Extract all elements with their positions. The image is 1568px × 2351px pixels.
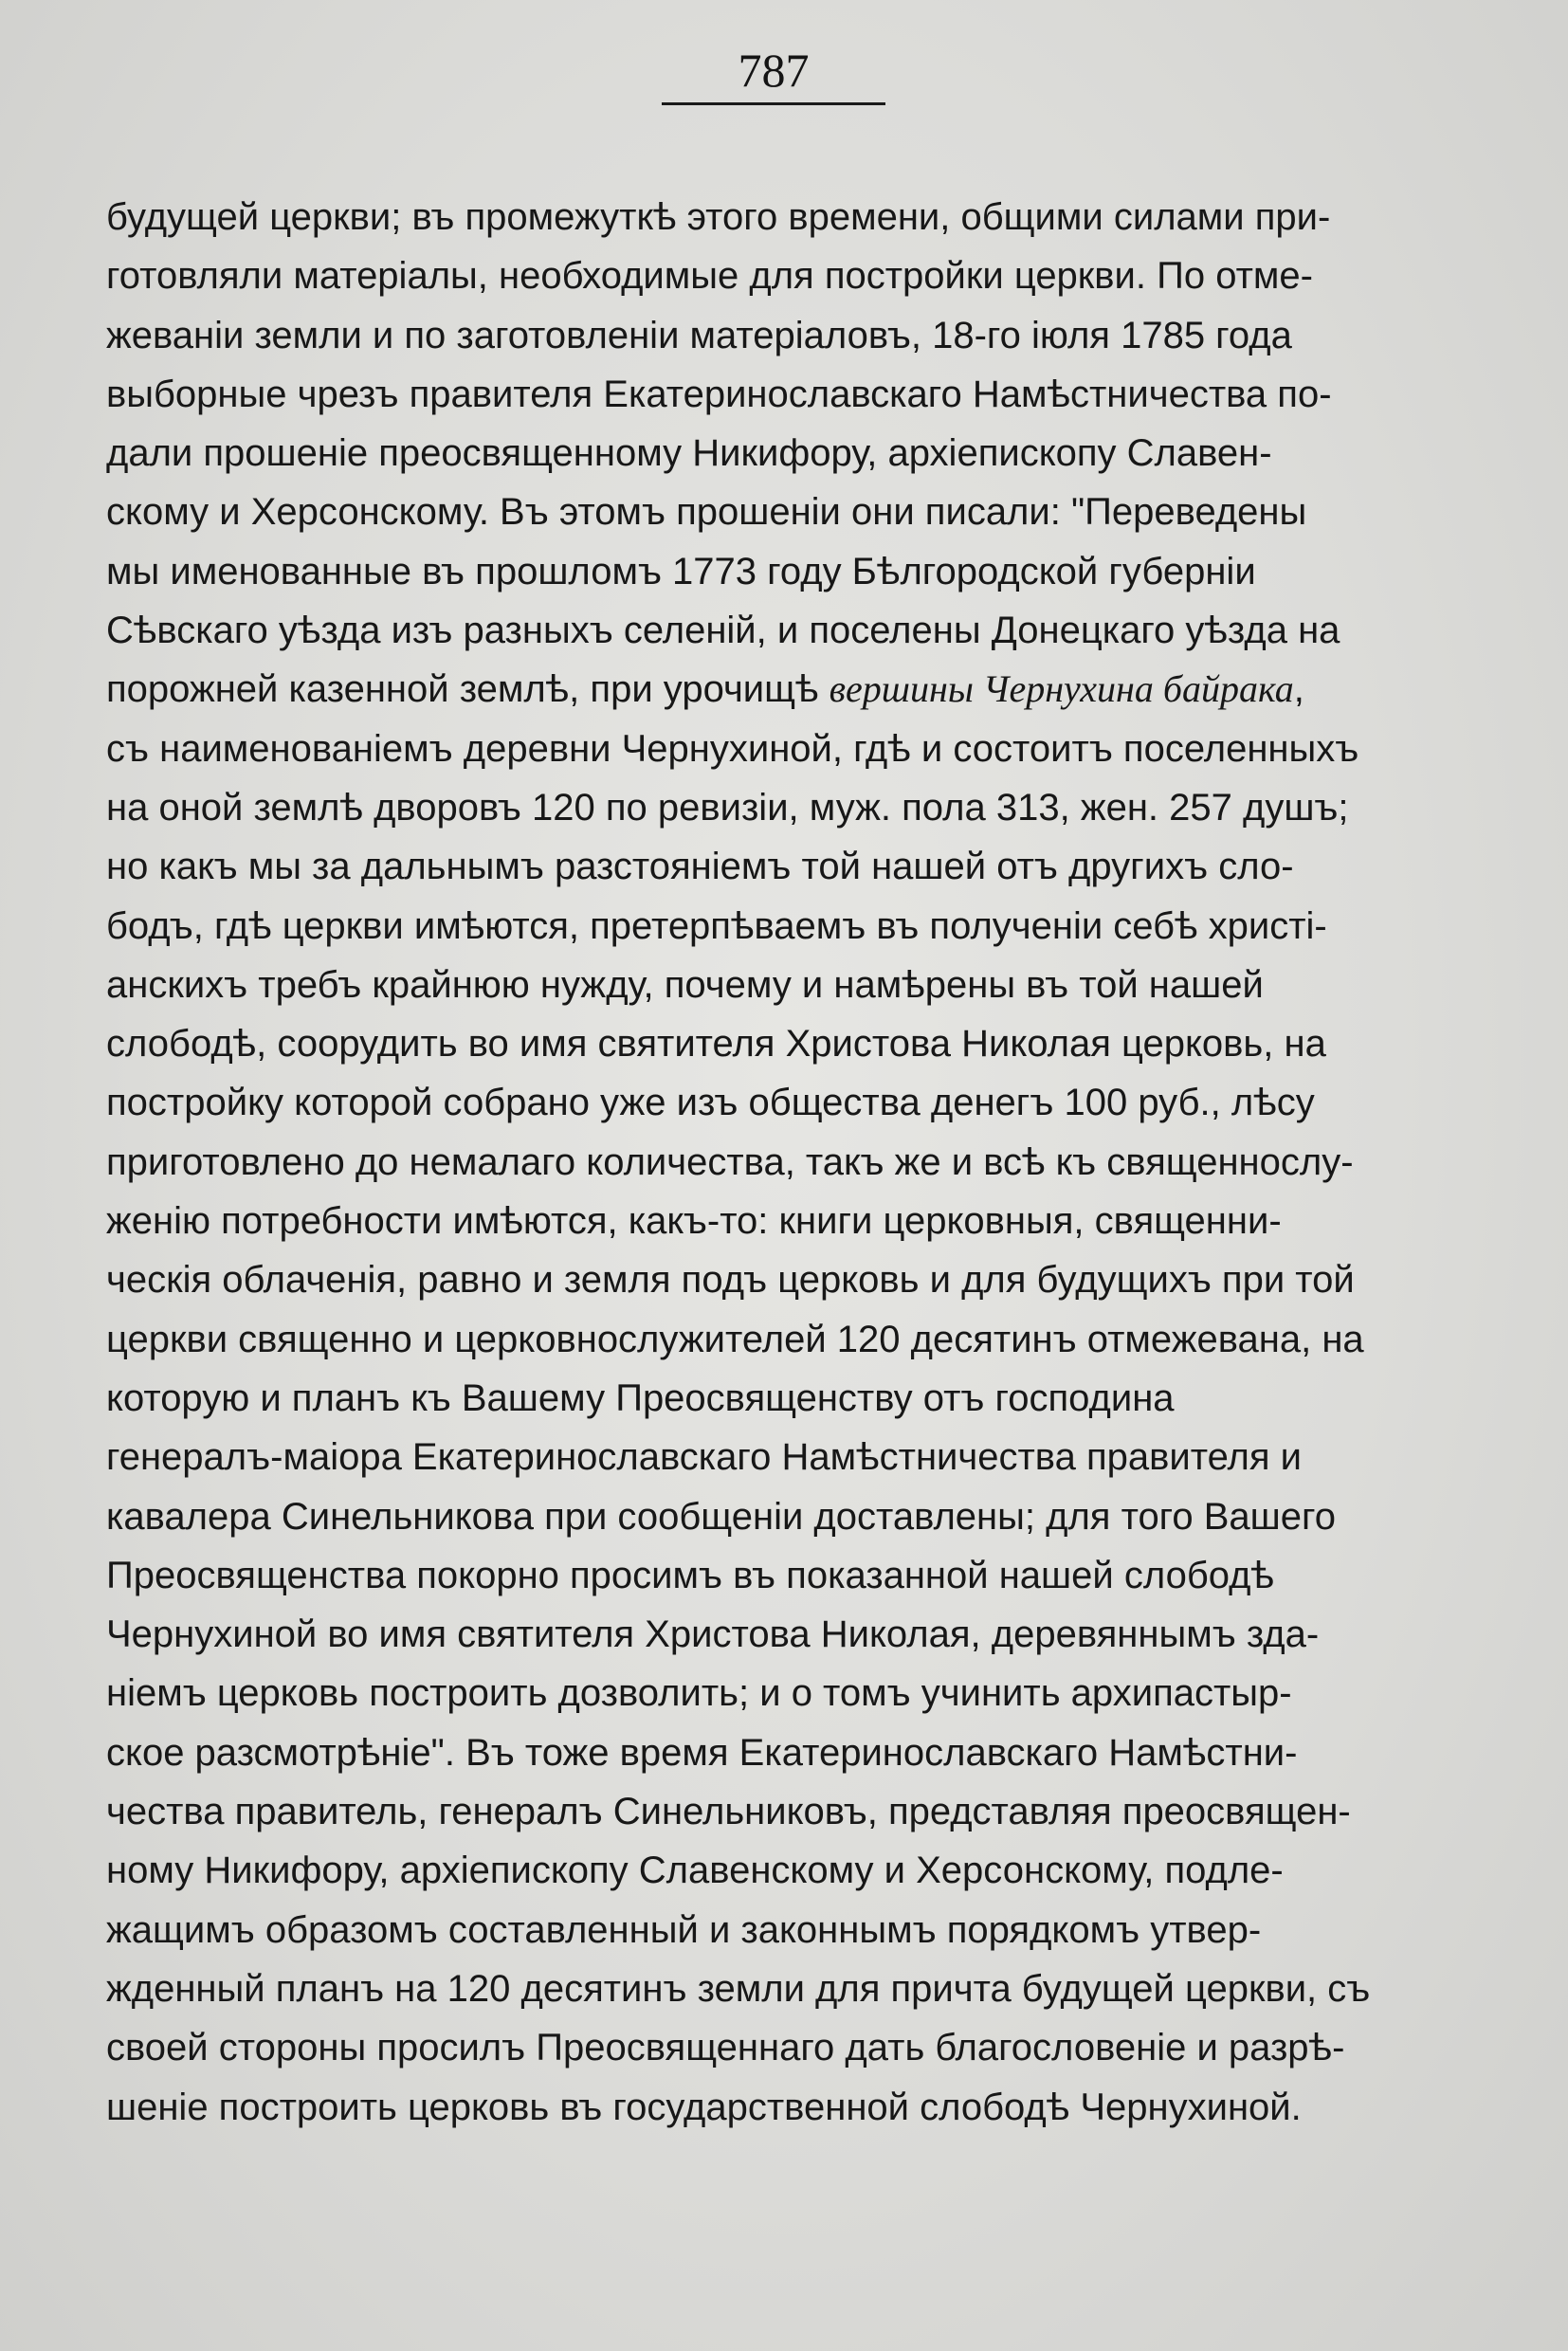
text-line: жеваніи земли и по заготовленіи матеріаловъ, 18-го іюля 1785 года — [106, 314, 1292, 356]
text-segment: , — [1293, 668, 1304, 711]
text-line: которую и планъ къ Вашему Преосвященству отъ господина — [106, 1376, 1175, 1419]
text-line — [106, 660, 1458, 719]
text-line: жденный планъ на 120 десятинъ земли для причта будущей церкви, съ — [106, 1967, 1371, 2010]
text-line: приготовлено до немалаго количества, такъ же и всѣ къ священнослу- — [106, 1140, 1354, 1183]
text-line: Сѣвскаго уѣзда изъ разныхъ селеній, и поселены Донецкаго уѣзда на — [106, 610, 1340, 652]
text-line: церкви священно и церковнослужителей 120 десятинъ отмежевана, на — [106, 1318, 1364, 1360]
text-line: готовляли матеріалы, необходимые для постройки церкви. По отме- — [106, 255, 1313, 298]
text-segment: порожней казенной землѣ, при урочищѣ — [106, 668, 830, 711]
text-line: ніемъ церковь построить дозволить; и о томъ учинить архипастыр- — [106, 1672, 1292, 1715]
page-number-rule — [662, 102, 885, 105]
text-line: на оной землѣ дворовъ 120 по ревизіи, муж. пола 313, жен. 257 душъ; — [106, 786, 1349, 829]
text-line: женію потребности имѣются, какъ-то: книги церковныя, священни- — [106, 1200, 1282, 1243]
text-line: анскихъ требъ крайнюю нужду, почему и намѣрены въ той нашей — [106, 963, 1264, 1006]
page-number: 787 — [738, 44, 810, 97]
text-line: Преосвященства покорно просимъ въ показанной нашей слободѣ — [106, 1554, 1275, 1596]
text-line: ному Никифору, архіепископу Славенскому и Херсонскому, подле- — [106, 1850, 1284, 1892]
text-line: Чернухиной во имя святителя Христова Николая, деревяннымъ зда- — [106, 1613, 1320, 1656]
text-line: дали прошеніе преосвященному Никифору, архіепископу Славен- — [106, 432, 1272, 475]
text-line: жащимъ образомъ составленный и законнымъ порядкомъ утвер- — [106, 1908, 1262, 1951]
text-line: будущей церкви; въ промежуткѣ этого времени, общими силами при- — [106, 196, 1331, 238]
text-line: мы именованные въ прошломъ 1773 году Бѣлгородской губерніи — [106, 550, 1256, 592]
text-line: постройку которой собрано уже изъ общества денегъ 100 руб., лѣсу — [106, 1082, 1315, 1124]
text-line: скому и Херсонскому. Въ этомъ прошеніи они писали: "Переведены — [106, 491, 1307, 534]
text-line: но какъ мы за дальнымъ разстояніемъ той нашей отъ другихъ сло- — [106, 846, 1294, 888]
text-line: съ наименованіемъ деревни Чернухиной, гдѣ и состоитъ поселенныхъ — [106, 727, 1359, 770]
text-line: своей стороны просилъ Преосвященнаго дать благословеніе и разрѣ- — [106, 2027, 1345, 2069]
text-line: бодъ, гдѣ церкви имѣются, претерпѣваемъ въ полученіи себѣ христі- — [106, 904, 1327, 947]
italic-place-name: вершины Чернухина байрака — [829, 667, 1294, 711]
text-line: чества правитель, генералъ Синельниковъ, представляя преосвящен- — [106, 1791, 1351, 1833]
body-text — [106, 188, 1458, 2137]
text-line: шеніе построить церковь въ государственной слободѣ Чернухиной. — [106, 2086, 1302, 2128]
text-line: генералъ-маіора Екатеринославскаго Намѣстничества правителя и — [106, 1436, 1302, 1479]
text-line: выборные чрезъ правителя Екатеринославскаго Намѣстничества по- — [106, 373, 1332, 415]
text-line: ческія облаченія, равно и земля подъ церковь и для будущихъ при той — [106, 1259, 1355, 1302]
text-line: кавалера Синельникова при сообщеніи доставлены; для того Вашего — [106, 1495, 1336, 1538]
text-line: ское разсмотрѣніе". Въ тоже время Екатеринославскаго Намѣстни- — [106, 1731, 1298, 1774]
text-line: слободѣ, соорудить во имя святителя Христова Николая церковь, на — [106, 1023, 1326, 1066]
